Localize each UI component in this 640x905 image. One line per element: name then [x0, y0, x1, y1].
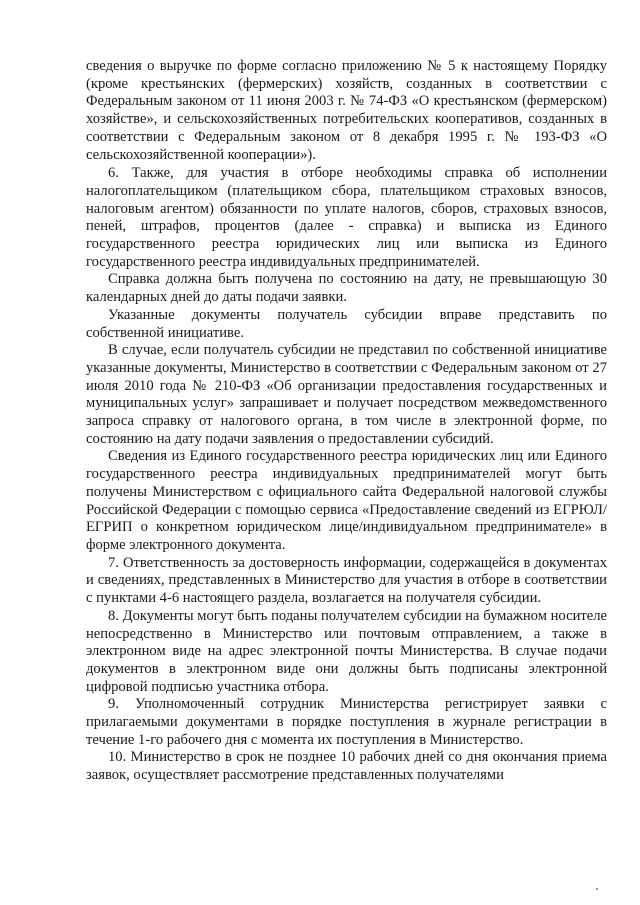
- paragraph-own-initiative: Указанные документы получатель субсидии вправе представить по собственной инициативе.: [86, 306, 607, 341]
- paragraph-interagency-request: В случае, если получатель субсидии не представил по собственной инициативе указанные документы, Министерство в соответствии с Федеральным законом от 27 июля 2010 года № 210-ФЗ «Об организации предоставления государственных и муниципальных услуг» запрашивает и получает посредством межведомственного запроса справку от налогового органа, в том числе в электронной форме, по состоянию на дату подачи заявления о предоставлении субсидий.: [86, 342, 607, 447]
- paragraph-item-8: 8. Документы могут быть поданы получателем субсидии на бумажном носителе непосредственно в Министерство или почтовым отправлением, а также в электронном виде на адрес электронной почты Министерства. В случае подачи документов в электронном виде они должны быть подписаны электронной цифровой подписью участника отбора.: [86, 607, 607, 695]
- paragraph-egrul-egrip: Сведения из Единого государственного реестра юридических лиц или Единого государственного реестра индивидуальных предпринимателей могут быть получены Министерством с официального сайта Федеральной налоговой службы Российской Федерации с помощью сервиса «Предоставление сведений из ЕГРЮЛ/ЕГРИП о конкретном юридическом лице/индивидуальном предпринимателе» в форме электронного документа.: [86, 448, 607, 553]
- paragraph-certificate-date: Справка должна быть получена по состоянию на дату, не превышающую 30 календарных дней до даты подачи заявки.: [86, 271, 607, 306]
- paragraph-item-7: 7. Ответственность за достоверность информации, содержащейся в документах и сведениях, представленных в Министерство для участия в отборе в соответствии с пунктами 4-6 настоящего раздела, возлагается на получателя субсидии.: [86, 554, 607, 607]
- scan-speck: [596, 888, 598, 890]
- document-page: [86, 58, 607, 785]
- paragraph-item-9: 9. Уполномоченный сотрудник Министерства регистрирует заявки с прилагаемыми документами в порядке поступления в журнале регистрации в течение 1-го рабочего дня с момента их поступления в Министерство.: [86, 696, 607, 748]
- paragraph-item-10: 10. Министерство в срок не позднее 10 рабочих дней со дня окончания приема заявок, осуществляет рассмотрение представленных получателями: [86, 749, 607, 784]
- paragraph-revenue-info: сведения о выручке по форме согласно приложению № 5 к настоящему Порядку (кроме крестьянских (фермерских) хозяйств, созданных в соответствии с Федеральным законом от 11 июня 2003 г. № 74-ФЗ «О крестьянском (фермерском) хозяйстве», и сельскохозяйственных потребительских кооперативов, созданных в соответствии с Федеральным законом от 8 декабря 1995 г. № 193-ФЗ «О сельскохозяйственной кооперации»).: [86, 58, 607, 163]
- paragraph-item-6: 6. Также, для участия в отборе необходимы справка об исполнении налогоплательщиком (плательщиком сбора, плательщиком страховых взносов, налоговым агентом) обязанности по уплате налогов, сборов, страховых взносов, пеней, штрафов, процентов (далее - справка) и выписка из Единого государственного реестра юридических лиц или выписка из Единого государственного реестра индивидуальных предпринимателей.: [86, 165, 607, 270]
